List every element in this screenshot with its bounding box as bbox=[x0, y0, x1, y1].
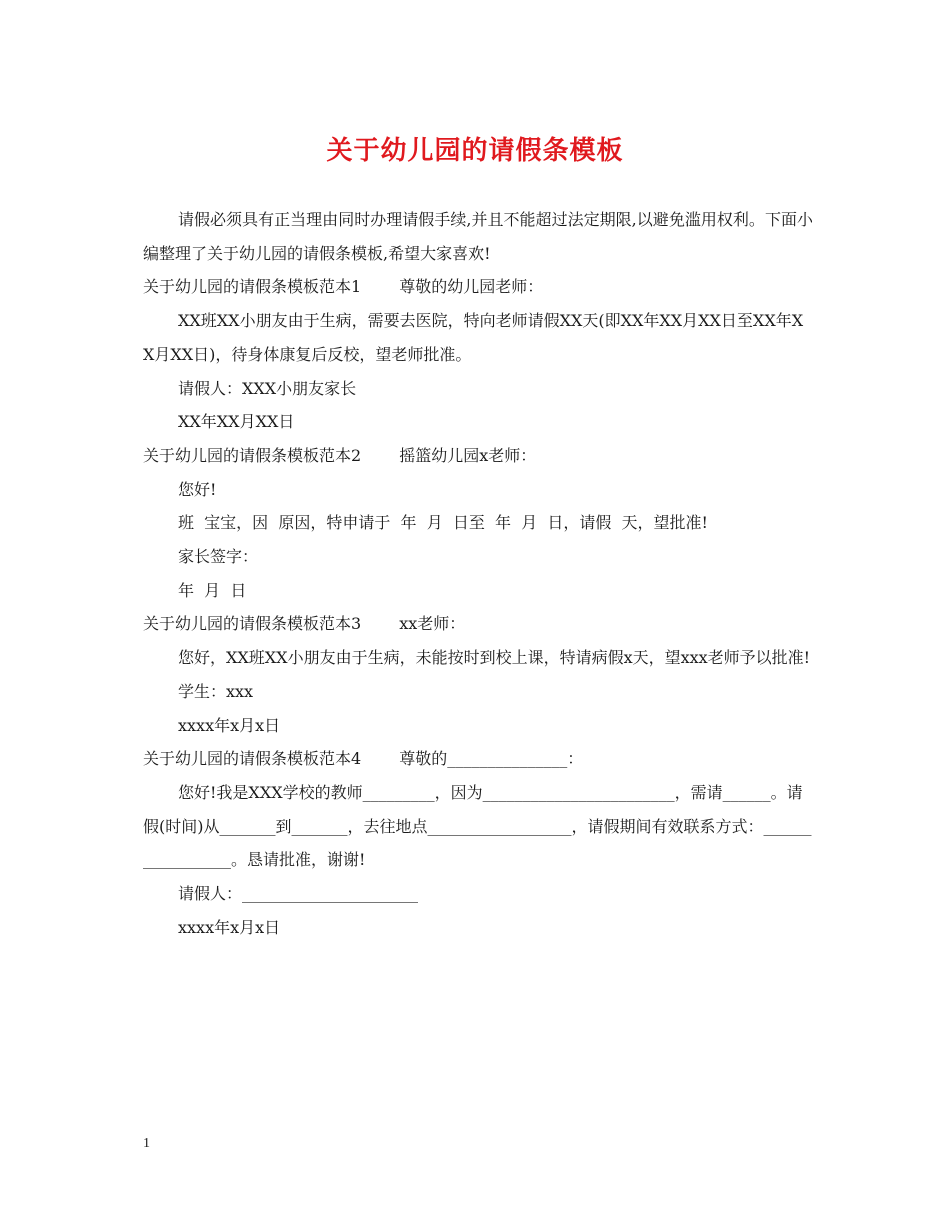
sample1-body: XX班XX小朋友由于生病，需要去医院，特向老师请假XX天(即XX年XX月XX日至XX年XX月XX日)，待身体康复后反校，望老师批准。 bbox=[143, 311, 804, 364]
sample4-signer: 请假人：______________________ bbox=[178, 884, 419, 904]
sample2-heading-line bbox=[143, 439, 813, 473]
intro-paragraph: 请假必须具有正当理由同时办理请假手续,并且不能超过法定期限,以避免滥用权利。下面小编整理了关于幼儿园的请假条模板,希望大家喜欢! bbox=[143, 210, 813, 263]
sample3-salutation: xx老师： bbox=[399, 614, 466, 634]
sample1-date: XX年XX月XX日 bbox=[178, 412, 295, 432]
sample3-date: xxxx年x月x日 bbox=[178, 715, 281, 735]
sample4-heading-line bbox=[143, 742, 813, 776]
document-title: 关于幼儿园的请假条模板 bbox=[326, 136, 624, 166]
sample1-salutation: 尊敬的幼儿园老师： bbox=[399, 277, 544, 297]
sample2-salutation: 摇篮幼儿园x老师： bbox=[399, 445, 537, 465]
sample2-heading: 关于幼儿园的请假条模板范本2 bbox=[143, 445, 362, 465]
sample1-signer: 请假人：XXX小朋友家长 bbox=[178, 378, 357, 398]
sample1-heading: 关于幼儿园的请假条模板范本1 bbox=[143, 277, 362, 297]
sample3-heading: 关于幼儿园的请假条模板范本3 bbox=[143, 614, 362, 634]
sample4-body: 您好!我是XXX学校的教师_________，因为________________________，需请______。请假(时间)从_______到_______，去往地点__________________，请假期间有效联系方式：_________________。恳请批准，谢谢! bbox=[143, 782, 812, 870]
page-number: 1 bbox=[143, 1136, 150, 1151]
sample2-greeting: 您好! bbox=[178, 479, 217, 499]
sample2-date: 年 月 日 bbox=[178, 580, 247, 600]
sample4-salutation: 尊敬的_______________： bbox=[399, 749, 584, 769]
sample4-date: xxxx年x月x日 bbox=[178, 917, 281, 937]
sample2-signer: 家长签字： bbox=[178, 547, 259, 567]
sample3-body: 您好，XX班XX小朋友由于生病，未能按时到校上课，特请病假x天，望xxx老师予以批准! bbox=[178, 648, 811, 668]
sample4-heading: 关于幼儿园的请假条模板范本4 bbox=[143, 749, 362, 769]
sample3-heading-line bbox=[143, 607, 813, 641]
sample3-signer: 学生：xxx bbox=[178, 681, 254, 701]
sample2-body: 班 宝宝，因 原因，特申请于 年 月 日至 年 月 日，请假 天，望批准! bbox=[178, 513, 708, 533]
sample1-heading-line bbox=[143, 270, 813, 304]
document-body bbox=[143, 203, 813, 944]
